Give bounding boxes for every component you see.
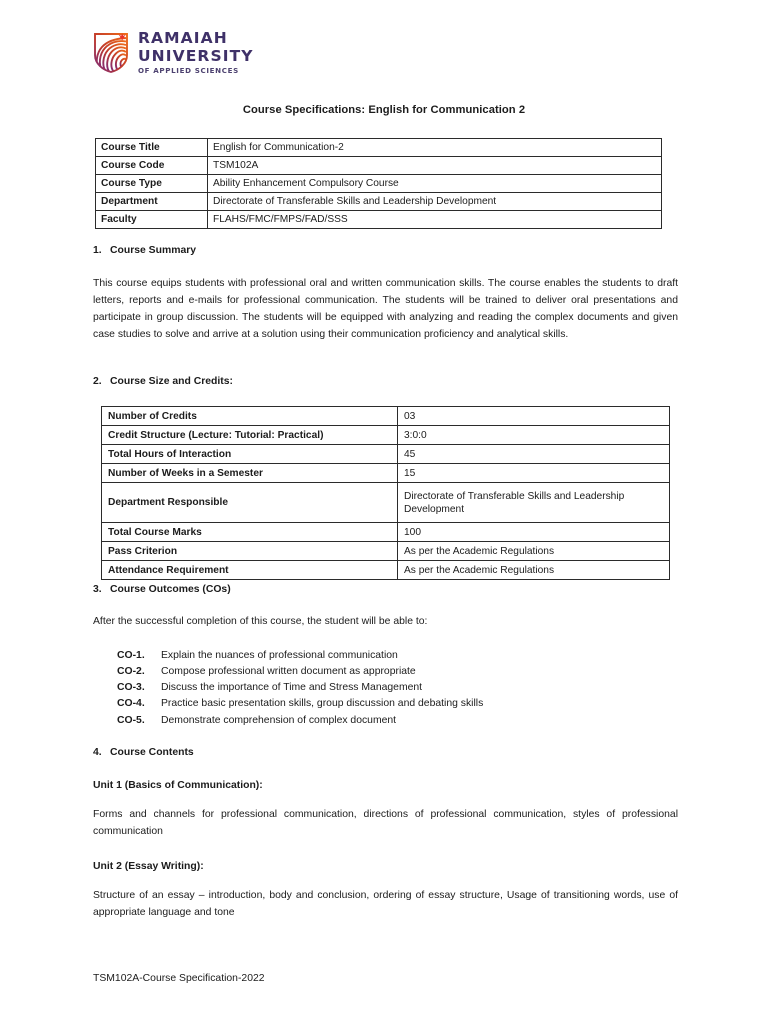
section-title: Course Outcomes (COs) [110,584,231,595]
row-value: 3:0:0 [398,426,670,445]
table-row [102,407,670,426]
university-logo [92,30,254,74]
row-label: Faculty [96,211,208,229]
co-key: CO-3. [117,682,145,694]
section-number: 1. [93,245,102,256]
row-label: Number of Credits [102,407,398,426]
co-text: Compose professional written document as appropriate [161,666,416,678]
table-row [96,139,662,157]
row-label: Credit Structure (Lecture: Tutorial: Practical) [102,426,398,445]
row-label: Department Responsible [102,483,398,523]
row-label: Number of Weeks in a Semester [102,464,398,483]
row-value: 100 [398,523,670,542]
section-heading-course-size [93,376,233,387]
unit-2-heading: Unit 2 (Essay Writing): [93,861,204,872]
section-number: 4. [93,747,102,758]
row-value: Ability Enhancement Compulsory Course [208,175,662,193]
list-item [117,713,483,729]
page-footer: TSM102A-Course Specification-2022 [93,973,265,984]
logo-line-university: UNIVERSITY [138,46,254,65]
row-value: As per the Academic Regulations [398,542,670,561]
row-value: TSM102A [208,157,662,175]
section-title: Course Size and Credits: [110,376,233,387]
section-number: 3. [93,584,102,595]
unit-2-body: Structure of an essay – introduction, body and conclusion, ordering of essay structure, Usage of transitioning words, use of appropriate language and tone [93,890,678,918]
list-item [117,664,483,680]
table-row [102,483,670,523]
list-item [117,648,483,664]
co-text: Discuss the importance of Time and Stress Management [161,682,423,694]
row-value: Directorate of Transferable Skills and Leadership Development [208,193,662,211]
co-key: CO-4. [117,698,145,710]
table-row [102,542,670,561]
logo-line-ramaiah: RAMAIAH [138,29,228,47]
section-number: 2. [93,376,102,387]
section-heading-course-outcomes [93,584,231,595]
course-outcomes-lead: After the successful completion of this course, the student will be able to: [93,616,428,627]
course-info-table [95,138,662,229]
list-item [117,680,483,696]
row-value: As per the Academic Regulations [398,561,670,580]
section-heading-course-contents [93,747,194,758]
co-key: CO-5. [117,714,145,726]
row-label: Course Code [96,157,208,175]
row-label: Total Course Marks [102,523,398,542]
row-label: Attendance Requirement [102,561,398,580]
table-row [102,426,670,445]
row-label: Total Hours of Interaction [102,445,398,464]
section-title: Course Contents [110,747,194,758]
table-row [96,175,662,193]
row-label: Pass Criterion [102,542,398,561]
table-row [102,561,670,580]
course-outcomes-list [117,648,483,729]
row-label: Department [96,193,208,211]
row-value: 15 [398,464,670,483]
unit-1-heading: Unit 1 (Basics of Communication): [93,780,263,791]
co-text: Explain the nuances of professional communication [161,650,398,661]
course-credits-table [101,406,670,580]
page-title: Course Specifications: English for Communication 2 [242,104,526,116]
section-title: Course Summary [110,245,197,256]
table-row [102,445,670,464]
list-item [117,696,483,712]
row-label: Course Type [96,175,208,193]
co-text: Practice basic presentation skills, group discussion and debating skills [161,698,484,710]
table-row [96,193,662,211]
co-key: CO-1. [117,650,145,661]
section-heading-course-summary [93,245,196,256]
co-text: Demonstrate comprehension of complex document [161,714,397,726]
row-value: English for Communication-2 [208,139,662,157]
table-row [102,464,670,483]
row-value: 45 [398,445,670,464]
table-row [102,523,670,542]
logo-line-applied-sciences: OF APPLIED SCIENCES [138,66,239,75]
row-value: Directorate of Transferable Skills and Leadership Development [398,483,670,523]
ramaiah-shield-logo-icon [92,31,130,73]
row-value: FLAHS/FMC/FMPS/FAD/SSS [208,211,662,229]
table-row [96,211,662,229]
row-label: Course Title [96,139,208,157]
course-summary-paragraph: This course equips students with professional oral and written communication skills. The course enables the students to draft letters, reports and e-mails for professional communication. The students will be trained to deliver oral presentations and participate in group discussion. The students will be equipped with analyzing and reading the complex documents and given case studies to solve and arrive at a solution using their communication proficiency and analytical skills. [93,278,678,340]
table-row [96,157,662,175]
row-value: 03 [398,407,670,426]
co-key: CO-2. [117,666,145,678]
unit-1-body: Forms and channels for professional communication, directions of professional communication, styles of professional communication [93,809,678,837]
logo-wordmark [138,30,254,74]
